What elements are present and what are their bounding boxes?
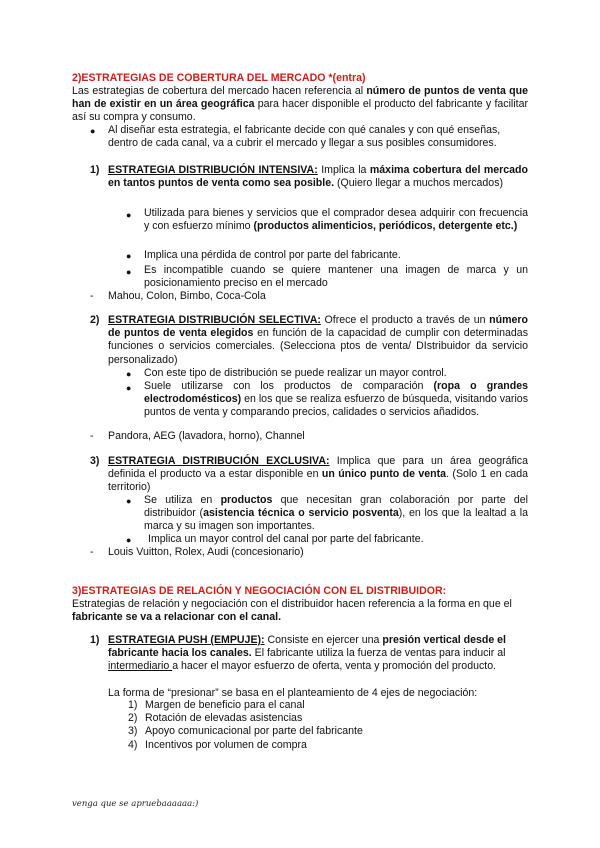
dash-marker: - bbox=[90, 290, 94, 302]
push-number: 1) bbox=[90, 634, 100, 646]
bullet-icon: ● bbox=[90, 126, 96, 136]
exclusiva-bullet-1: Se utiliza en productos que necesitan gran colaboración por parte del distribuidor (asistencia técnica o servicio posventa), en los que la lealtad a la marca y su imagen son importantes. bbox=[144, 494, 529, 533]
list-item: 3) Apoyo comunicacional por parte del fabricante bbox=[128, 725, 363, 738]
section-2-heading: 2)ESTRATEGIAS DE COBERTURA DEL MERCADO *(entra) bbox=[72, 72, 366, 84]
push-paragraph: ESTRATEGIA PUSH (EMPUJE): Consiste en ejercer una presión vertical desde el fabricante hacia los canales. El fabricante utiliza la fuerza de ventas para inducir al intermediario a hacer el mayor esfuerzo de oferta, venta y promoción del producto. bbox=[108, 634, 506, 673]
exclusiva-example: Louis Vuitton, Rolex, Audi (concesionario) bbox=[108, 546, 304, 558]
intensiva-paragraph: ESTRATEGIA DISTRIBUCIÓN INTENSIVA: Implica la máxima cobertura del mercado en tantos puntos de venta como sea posible. (Quiero llegar a muchos mercados) bbox=[108, 164, 528, 190]
list-item: 1) Margen de beneficio para el canal bbox=[128, 699, 305, 711]
selectiva-number: 2) bbox=[90, 314, 100, 326]
footer-note: venga que se apruebaaaaaa:) bbox=[72, 799, 199, 809]
bullet-icon: ● bbox=[126, 383, 132, 393]
bullet-icon: ● bbox=[126, 535, 132, 545]
exclusiva-paragraph: ESTRATEGIA DISTRIBUCIÓN EXCLUSIVA: Implica que para un área geográfica definida el producto va a estar disponible en un único punto de venta. (Solo 1 en cada territorio) bbox=[108, 455, 528, 494]
intensiva-example: Mahou, Colon, Bimbo, Coca-Cola bbox=[108, 290, 266, 302]
exclusiva-number: 3) bbox=[90, 455, 100, 467]
intensiva-bullet-2: Implica una pérdida de control por parte del fabricante. bbox=[144, 249, 401, 261]
selectiva-example: Pandora, AEG (lavadora, horno), Channel bbox=[108, 430, 305, 442]
section-3-intro: Estrategias de relación y negociación con el distribuidor hacen referencia a la forma en que el fabricante se va a relacionar con el canal. bbox=[72, 598, 512, 624]
selectiva-bullet-1: Con este tipo de distribución se puede realizar un mayor control. bbox=[144, 367, 447, 379]
negotiation-axes-list bbox=[128, 699, 363, 752]
selectiva-paragraph: ESTRATEGIA DISTRIBUCIÓN SELECTIVA: Ofrece el producto a través de un número de puntos de venta elegidos en función de la capacidad de cumplir con determinadas funciones o servicios comerciales. (Selecciona ptos de venta/ DIstribuidor da servicio personalizado) bbox=[108, 314, 529, 366]
dash-marker: - bbox=[90, 546, 94, 558]
section-2-intro: Las estrategias de cobertura del mercado hacen referencia al número de puntos de venta que han de existir en un área geográfica para hacer disponible el producto del fabricante y facilitar así su compra y consumo. bbox=[72, 85, 529, 124]
selectiva-bullet-2: Suele utilizarse con los productos de comparación (ropa o grandes electrodomésticos) en los que se realiza esfuerzo de búsqueda, visitando varios puntos de venta y comparando precios, calidades o servicios añadidos. bbox=[144, 380, 528, 419]
bullet-icon: ● bbox=[126, 210, 132, 220]
exclusiva-bullet-2: Implica un mayor control del canal por parte del fabricante. bbox=[148, 533, 424, 545]
section-2-bullet: Al diseñar esta estrategia, el fabricante decide con qué canales y con qué enseñas, dentro de cada canal, va a cubrir el mercado y llegar a sus posibles consumidores. bbox=[108, 124, 501, 150]
bullet-icon: ● bbox=[126, 496, 132, 506]
bullet-icon: ● bbox=[126, 251, 132, 261]
dash-marker: - bbox=[90, 430, 94, 442]
bullet-icon: ● bbox=[126, 369, 132, 379]
list-item: 2) Rotación de elevadas asistencias bbox=[128, 712, 303, 725]
intensiva-bullet-1: Utilizada para bienes y servicios que el comprador desea adquirir con frecuencia y con esfuerzo mínimo (productos alimenticios, periódicos, detergente etc.) bbox=[144, 207, 528, 233]
list-item: 4) Incentivos por volumen de compra bbox=[128, 738, 307, 751]
intensiva-bullet-3: Es incompatible cuando se quiere mantener una imagen de marca y un posicionamiento preciso en el mercado bbox=[144, 264, 528, 290]
push-lead: La forma de “presionar” se basa en el planteamiento de 4 ejes de negociación: bbox=[108, 687, 478, 699]
intensiva-number: 1) bbox=[90, 164, 100, 176]
section-3-heading: 3)ESTRATEGIAS DE RELACIÓN Y NEGOCIACIÓN CON EL DISTRIBUIDOR: bbox=[72, 585, 447, 597]
bullet-icon: ● bbox=[126, 267, 132, 277]
